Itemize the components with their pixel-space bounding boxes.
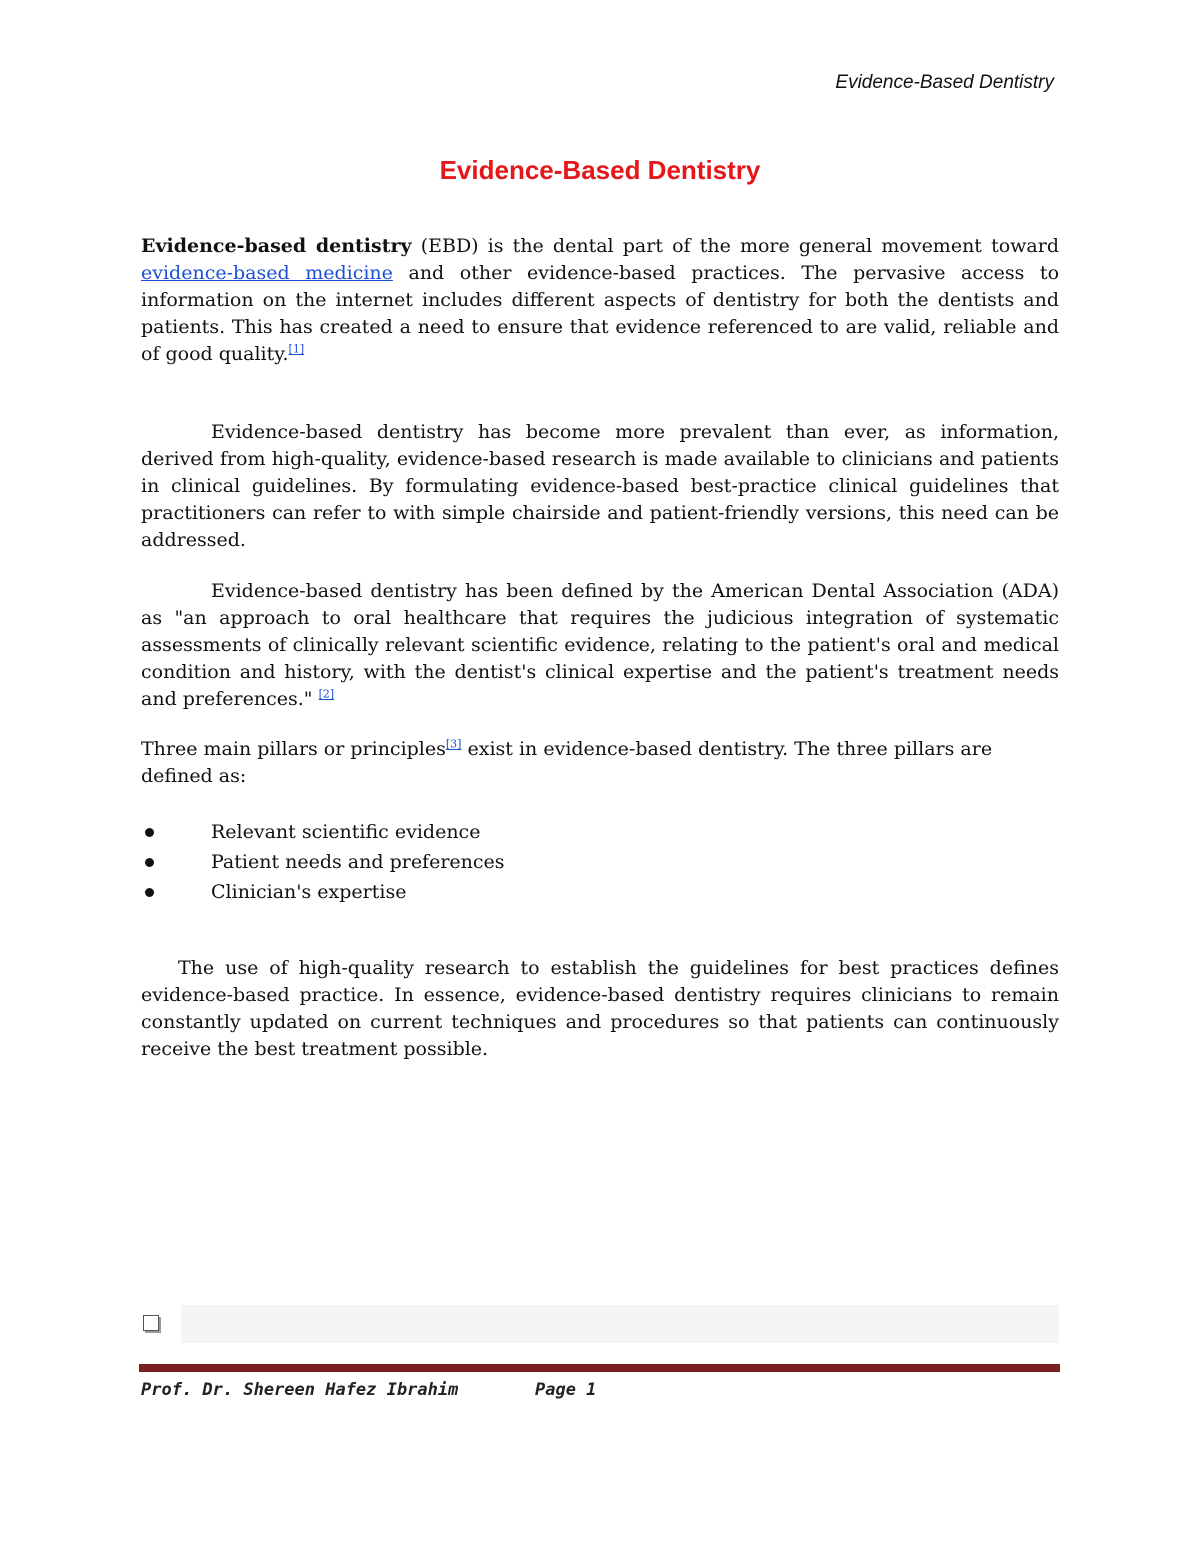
page-number: Page 1 bbox=[535, 1380, 597, 1400]
intro-text-2: and other evidence-based practices. The pervasive access to information on the internet includes different aspects of dentistry for both the dentists and patients. This has created a need to ensure that evidence referenced to are valid, reliable and of good quality. bbox=[141, 262, 1060, 365]
paragraph-conclusion: The use of high-quality research to establish the guidelines for best practices defines evidence-based practice. In essence, evidence-based dentistry requires clinicians to remain constantly updated on current techniques and procedures so that patients can continuously receive the best treatment possible. bbox=[141, 957, 1059, 1060]
footer-divider bbox=[139, 1364, 1060, 1372]
footer-author: Prof. Dr. Shereen Hafez Ibrahim bbox=[141, 1380, 459, 1400]
ada-definition-text: Evidence-based dentistry has been defined by the American Dental Association (ADA) as "an approach to oral healthcare that requires the judicious integration of systematic assessments of clinically relevant scientific evidence, relating to the patient's oral and medical condition and history, with the dentist's clinical expertise and the patient's treatment needs and preferences." bbox=[141, 580, 1059, 710]
intro-text-1: (EBD) is the dental part of the more general movement toward bbox=[411, 235, 1059, 257]
reference-3-link[interactable]: [3] bbox=[445, 737, 462, 751]
pillar-label: Clinician's expertise bbox=[211, 881, 407, 903]
pillars-list bbox=[141, 817, 505, 907]
paragraph-pillars-intro bbox=[141, 736, 1059, 790]
list-item bbox=[141, 847, 505, 877]
pillars-intro-text-2: exist in evidence-based dentistry. The three pillars are defined as: bbox=[141, 738, 993, 787]
bullet-icon bbox=[145, 858, 154, 867]
defined-term: Evidence-based dentistry bbox=[141, 235, 412, 257]
bullet-icon bbox=[145, 828, 154, 837]
paragraph-intro bbox=[141, 233, 1059, 368]
pillar-label: Patient needs and preferences bbox=[211, 851, 505, 873]
bullet-icon bbox=[145, 888, 154, 897]
reference-2-link[interactable]: [2] bbox=[318, 687, 335, 701]
evidence-based-medicine-link[interactable]: evidence-based medicine bbox=[141, 262, 393, 284]
list-item bbox=[141, 817, 505, 847]
paragraph-prevalence: Evidence-based dentistry has become more prevalent than ever, as information, derived from high-quality, evidence-based research is made available to clinicians and patients in clinical guidelines. By formulating evidence-based best-practice clinical guidelines that practitioners can refer to with simple chairside and patient-friendly versions, this need can be addressed. bbox=[141, 421, 1059, 551]
pillars-intro-text-1: Three main pillars or principles bbox=[141, 738, 446, 760]
paragraph-ada-definition bbox=[141, 578, 1059, 713]
pillar-label: Relevant scientific evidence bbox=[211, 821, 481, 843]
running-header: Evidence-Based Dentistry bbox=[835, 72, 1054, 93]
checkbox[interactable] bbox=[143, 1315, 159, 1331]
reference-1-link[interactable]: [1] bbox=[288, 342, 305, 356]
form-field[interactable] bbox=[181, 1305, 1059, 1343]
list-item bbox=[141, 877, 505, 907]
document-title: Evidence-Based Dentistry bbox=[439, 155, 761, 185]
